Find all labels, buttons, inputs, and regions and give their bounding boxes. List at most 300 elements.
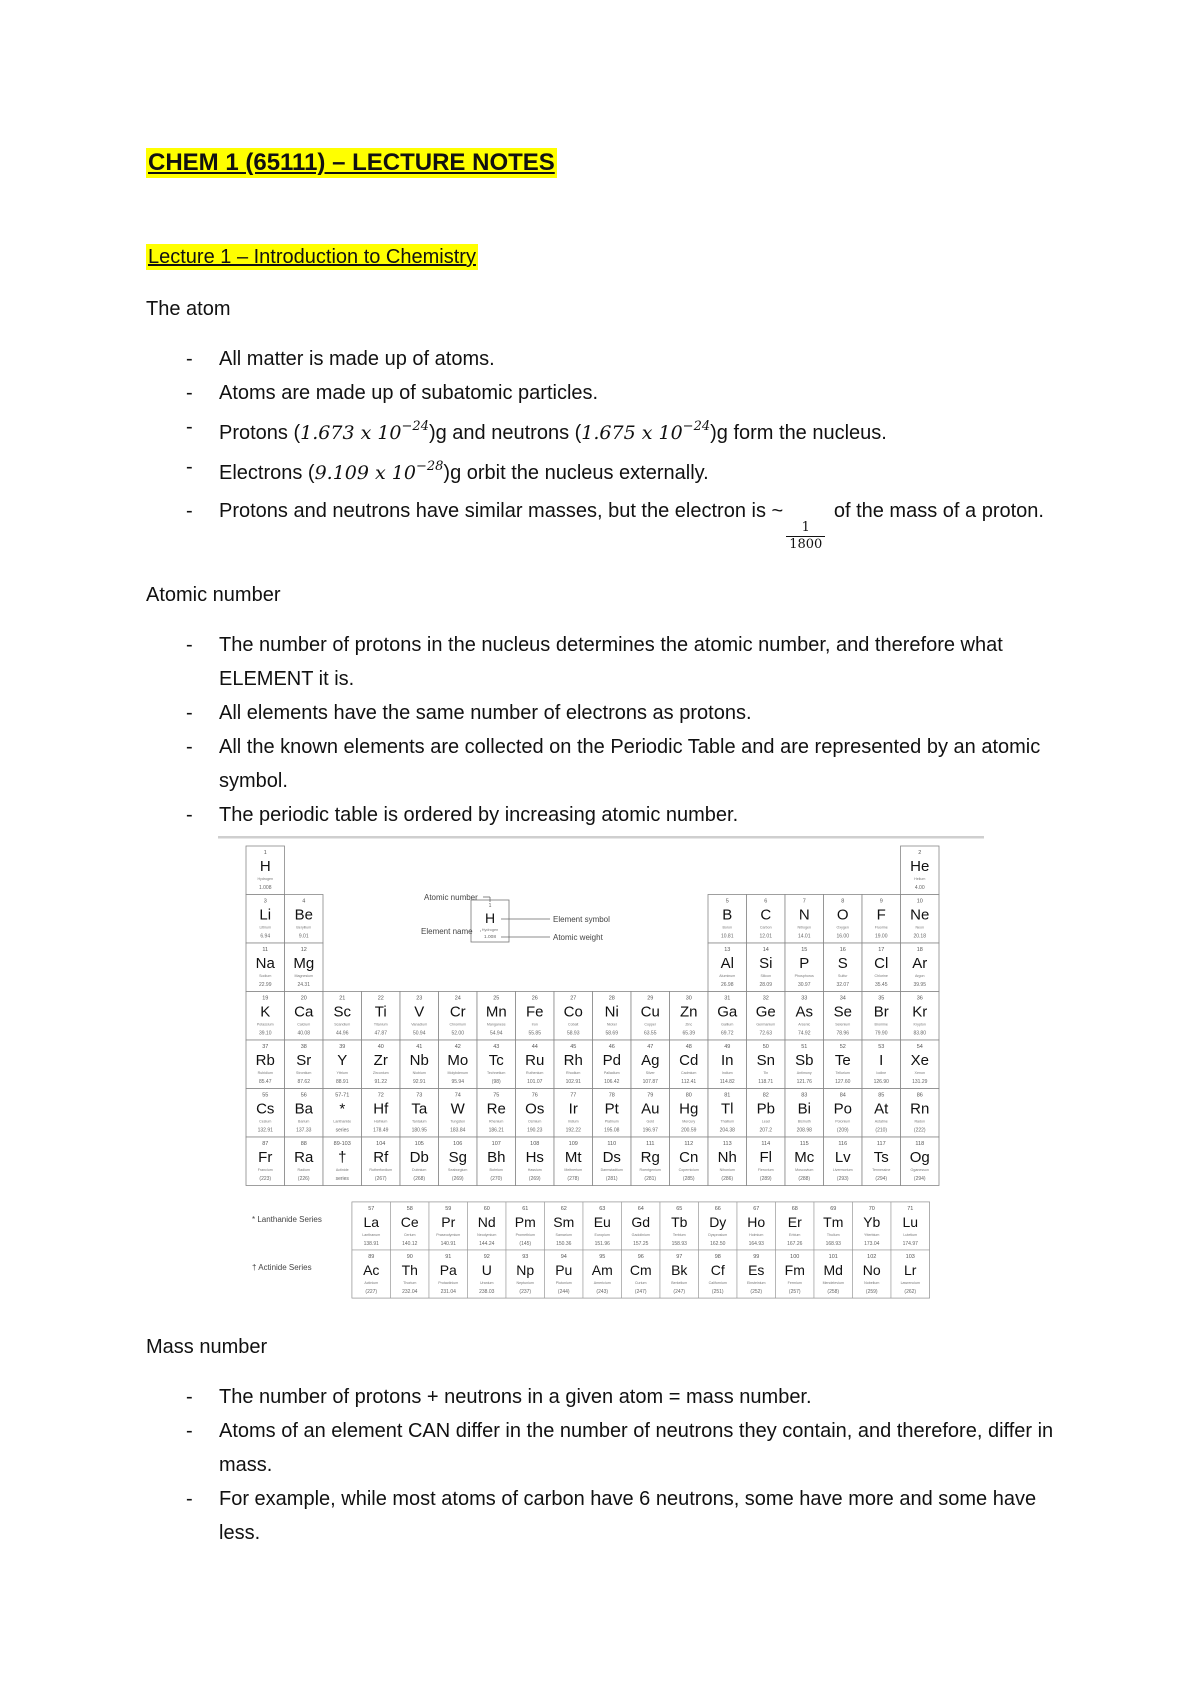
atomic-weight: (210): [875, 1127, 888, 1134]
element-cell: [660, 1202, 699, 1250]
element-symbol: Rf: [373, 1149, 389, 1166]
element-name: Iodine: [876, 1071, 887, 1075]
atomic-weight: 207.2: [759, 1127, 773, 1134]
mass-number-bullet-list: [146, 1380, 1066, 1550]
atomic-weight: (98): [491, 1079, 501, 1085]
element-name: Seaborgium: [448, 1168, 468, 1172]
element-cell: [670, 992, 709, 1041]
element-symbol: Rg: [640, 1149, 660, 1166]
element-symbol: †: [338, 1149, 347, 1166]
atomic-number: 27: [570, 995, 577, 1002]
element-cell: [285, 1137, 324, 1186]
atomic-number: 15: [801, 947, 808, 953]
element-name: Actinide: [335, 1168, 349, 1172]
atomic-number: 68: [791, 1206, 798, 1212]
atomic-weight: 126.90: [873, 1079, 889, 1085]
atomic-number: 71: [907, 1206, 914, 1212]
atomic-number: 22: [377, 995, 384, 1002]
element-name: Arsenic: [798, 1022, 811, 1027]
element-symbol: Zr: [373, 1052, 388, 1069]
atomic-weight: 19.00: [874, 933, 888, 940]
atomic-weight: 151.96: [594, 1241, 610, 1247]
element-symbol: Ho: [747, 1214, 766, 1230]
atomic-number: 108: [530, 1141, 540, 1147]
list-item: [146, 494, 1066, 553]
atomic-weight: (269): [528, 1176, 541, 1182]
atomic-number: 66: [714, 1206, 721, 1212]
element-name: Sulfur: [838, 974, 848, 978]
bullet-text: The number of protons in the nucleus determines the atomic number, and therefore what ELEMENT it is.: [219, 634, 1003, 690]
element-cell: [785, 1137, 824, 1186]
element-symbol: Cn: [679, 1149, 699, 1166]
element-cell: [853, 1202, 892, 1250]
atomic-weight: 183.84: [450, 1127, 466, 1134]
element-name: Fluorine: [874, 925, 888, 930]
atomic-weight: 26.98: [720, 982, 734, 988]
element-symbol: Sr: [296, 1052, 312, 1069]
element-cell: [785, 1040, 824, 1089]
atomic-weight: (288): [798, 1176, 811, 1182]
element-symbol: Ar: [912, 955, 928, 972]
atomic-weight: (270): [490, 1176, 503, 1182]
element-cell: [862, 1137, 901, 1186]
element-symbol: Es: [748, 1262, 765, 1278]
atomic-weight: 231.04: [440, 1289, 456, 1295]
element-cell: [439, 1137, 478, 1186]
atomic-weight: 9.01: [298, 933, 309, 940]
element-symbol: Y: [337, 1052, 348, 1069]
element-cell: [439, 1089, 478, 1138]
element-cell: [391, 1250, 430, 1298]
element-name: Oganesson: [910, 1168, 929, 1172]
element-symbol: Te: [834, 1052, 851, 1069]
atomic-number: 16: [839, 947, 846, 953]
atomic-number: 78: [608, 1092, 615, 1099]
atomic-weight: 200.59: [681, 1127, 697, 1134]
atomic-weight: 173.04: [864, 1241, 880, 1247]
atomic-number: 73: [416, 1092, 423, 1099]
element-symbol: Db: [409, 1149, 429, 1166]
atomic-weight: 20.18: [913, 933, 927, 940]
element-name: Lanthanide: [333, 1119, 352, 1124]
element-name: Vanadium: [411, 1022, 428, 1027]
element-cell: [708, 1089, 747, 1138]
element-symbol: *: [339, 1100, 346, 1118]
element-symbol: I: [879, 1052, 884, 1069]
element-symbol: Am: [591, 1262, 613, 1278]
actinide-series-label: † Actinide Series: [252, 1263, 312, 1272]
element-symbol: Xe: [910, 1052, 929, 1069]
atomic-number: 25: [493, 995, 500, 1002]
element-symbol: Pt: [604, 1100, 619, 1118]
atomic-number: 109: [568, 1141, 578, 1147]
atomic-weight: 106.42: [604, 1079, 620, 1085]
element-name: Osmium: [528, 1119, 542, 1124]
element-symbol: Ds: [602, 1149, 621, 1166]
math-exponent: −28: [415, 459, 444, 474]
atomic-weight: (222): [913, 1127, 926, 1134]
element-name: Tantalum: [411, 1119, 427, 1124]
element-cell: [285, 992, 324, 1041]
element-name: Germanium: [756, 1022, 776, 1027]
bullet-text: The periodic table is ordered by increasing atomic number.: [219, 804, 739, 826]
element-symbol: Lv: [834, 1149, 851, 1166]
element-cell: [400, 1137, 439, 1186]
element-name: Californium: [708, 1281, 727, 1285]
atomic-weight: 72.63: [759, 1030, 773, 1037]
element-name: Nickel: [606, 1022, 617, 1027]
element-symbol: Si: [759, 955, 773, 972]
element-symbol: Mo: [447, 1052, 469, 1069]
atomic-number: 29: [647, 995, 654, 1002]
element-cell: [862, 992, 901, 1041]
atomic-weight: 158.93: [671, 1241, 687, 1247]
lecture-title: Lecture 1 – Introduction to Chemistry: [148, 246, 476, 268]
element-symbol: Hf: [373, 1100, 389, 1118]
atomic-number: 117: [876, 1141, 886, 1147]
element-name: Strontium: [296, 1071, 312, 1075]
atomic-weight: (262): [904, 1289, 917, 1295]
atomic-weight: 14.01: [797, 933, 811, 940]
element-name: Francium: [257, 1168, 273, 1172]
atomic-weight: 114.82: [719, 1079, 735, 1085]
bullet-text: All matter is made up of atoms.: [219, 348, 495, 370]
element-cell: [391, 1202, 430, 1250]
element-name: Cadmium: [681, 1071, 697, 1075]
element-name: Flerovium: [757, 1168, 774, 1172]
element-cell: [891, 1250, 930, 1298]
element-name: Lutetium: [903, 1233, 918, 1237]
element-cell: [285, 1089, 324, 1138]
element-symbol: Ir: [568, 1100, 578, 1118]
element-name: Platinum: [604, 1119, 619, 1124]
element-cell: [362, 1137, 401, 1186]
element-symbol: Mt: [564, 1149, 582, 1166]
element-name: Tungsten: [450, 1119, 466, 1124]
atomic-number: 42: [454, 1044, 461, 1050]
atomic-number: 35: [878, 995, 885, 1002]
element-cell: [516, 1089, 555, 1138]
atomic-number: 34: [839, 995, 846, 1002]
element-cell: [246, 1089, 285, 1138]
element-cell: [814, 1250, 853, 1298]
element-name: Iron: [531, 1022, 538, 1027]
atomic-weight: series: [335, 1127, 349, 1134]
element-cell: [477, 992, 516, 1041]
atomic-weight: 140.12: [402, 1241, 418, 1247]
element-symbol: Hs: [525, 1149, 544, 1166]
element-cell: [285, 895, 324, 944]
atomic-number: 52: [839, 1044, 846, 1050]
element-cell: [747, 943, 786, 992]
element-cell: [901, 992, 940, 1041]
element-symbol: Mc: [794, 1149, 815, 1166]
element-cell: [554, 992, 593, 1041]
section-heading-atom: The atom: [146, 298, 231, 320]
element-cell: [439, 992, 478, 1041]
element-symbol: Kr: [912, 1003, 928, 1021]
atomic-weight: (237): [519, 1289, 532, 1295]
element-cell: [785, 943, 824, 992]
element-name: Radon: [914, 1119, 926, 1124]
atomic-number: 111: [646, 1141, 655, 1147]
atomic-number: 70: [868, 1206, 875, 1212]
atomic-weight: 112.41: [681, 1079, 697, 1085]
element-symbol: Cf: [710, 1262, 725, 1278]
atomic-number: 106: [453, 1141, 463, 1147]
section-heading-atomic-number: Atomic number: [146, 584, 281, 606]
bullet-text: Atoms are made up of subatomic particles.: [219, 382, 599, 404]
atomic-weight: 63.55: [643, 1030, 657, 1037]
atomic-weight: (259): [865, 1289, 878, 1295]
atomic-weight: series: [335, 1176, 349, 1182]
atomic-weight: (269): [451, 1176, 464, 1182]
element-cell: [593, 1137, 632, 1186]
atomic-weight: (267): [374, 1176, 387, 1182]
element-cell: [747, 992, 786, 1041]
element-symbol: Rh: [563, 1052, 583, 1069]
math-exponent: −24: [682, 419, 711, 434]
atomic-number: 31: [724, 995, 731, 1002]
element-symbol: Co: [563, 1003, 583, 1021]
atomic-weight: 24.31: [297, 982, 311, 988]
element-name: Titanium: [373, 1022, 388, 1027]
element-cell: [506, 1250, 545, 1298]
element-name: Potassium: [256, 1022, 274, 1027]
element-name: Mercury: [682, 1119, 696, 1124]
element-name: Argon: [914, 974, 925, 978]
element-cell: [824, 992, 863, 1041]
atomic-weight: (289): [759, 1176, 772, 1182]
element-cell: [670, 1089, 709, 1138]
atomic-number: 51: [801, 1044, 808, 1050]
element-symbol: Ag: [641, 1052, 660, 1069]
bullet-text: All the known elements are collected on the Periodic Table and are represented by an atomic symbol.: [219, 736, 1041, 792]
element-symbol: Fe: [525, 1003, 544, 1021]
element-symbol: Ta: [411, 1100, 428, 1118]
element-name: Silver: [645, 1071, 655, 1075]
bullet-text: Atoms of an element CAN differ in the number of neutrons they contain, and therefore, differ in mass.: [219, 1420, 1054, 1476]
element-name: Polonium: [835, 1119, 851, 1124]
atomic-number: 98: [714, 1254, 721, 1260]
atomic-weight: (227): [365, 1289, 378, 1295]
element-cell: [246, 1040, 285, 1089]
atomic-weight: 54.94: [489, 1030, 503, 1037]
atomic-number: 84: [839, 1092, 846, 1099]
element-cell: [891, 1202, 930, 1250]
atomic-weight: 4.00: [914, 885, 925, 891]
element-symbol: Bh: [487, 1149, 506, 1166]
atomic-number: 63: [599, 1206, 606, 1212]
bullet-text: )g orbit the nucleus externally.: [443, 462, 709, 484]
element-name: Gadolinium: [631, 1233, 650, 1237]
atomic-weight: (247): [634, 1289, 647, 1295]
atomic-weight: 10.81: [720, 933, 734, 940]
atomic-weight: 102.91: [565, 1079, 581, 1085]
atomic-weight: (209): [836, 1127, 849, 1134]
element-symbol: Og: [909, 1149, 930, 1166]
element-cell: [862, 1040, 901, 1089]
atomic-weight: 85.47: [258, 1079, 272, 1085]
atomic-number: 85: [878, 1092, 885, 1099]
element-cell: [516, 1040, 555, 1089]
element-name: Protactinium: [438, 1281, 459, 1285]
element-name: Phosphorus: [794, 974, 814, 978]
atomic-weight: 208.98: [796, 1127, 812, 1134]
atomic-weight: 32.07: [836, 982, 850, 988]
element-name: Zirconium: [372, 1071, 389, 1075]
element-cell: [439, 1040, 478, 1089]
atomic-number: 18: [916, 947, 923, 953]
element-symbol: Np: [516, 1262, 535, 1278]
bullet-text: Protons and neutrons have similar masses, but the electron is ~: [219, 500, 784, 522]
atomic-number: 60: [483, 1206, 490, 1212]
element-symbol: Ra: [294, 1149, 314, 1166]
element-name: Beryllium: [296, 925, 312, 930]
element-symbol: Zn: [679, 1003, 698, 1021]
element-cell: [708, 1040, 747, 1089]
element-name: Lanthanum: [362, 1233, 381, 1237]
atomic-number: 46: [608, 1044, 615, 1050]
element-symbol: Po: [833, 1100, 852, 1118]
atomic-number: 105: [414, 1141, 424, 1147]
element-symbol: Sb: [795, 1052, 814, 1069]
atomic-number: 53: [878, 1044, 885, 1050]
atomic-number: 69: [830, 1206, 837, 1212]
element-symbol: Br: [873, 1003, 889, 1021]
element-cell: [901, 1089, 940, 1138]
atomic-weight: 55.85: [528, 1030, 542, 1037]
atomic-weight: 16.00: [836, 933, 850, 940]
list-item: [146, 410, 1066, 450]
element-name: Rhodium: [566, 1071, 581, 1075]
element-name: Lawrencium: [900, 1281, 920, 1285]
element-symbol: Cm: [629, 1262, 652, 1278]
element-cell: [862, 1089, 901, 1138]
element-symbol: Lr: [904, 1262, 917, 1278]
atomic-number: 50: [762, 1044, 769, 1050]
element-name: Radium: [297, 1168, 310, 1172]
element-name: Calcium: [297, 1022, 311, 1027]
atomic-number: 72: [377, 1092, 384, 1099]
element-symbol: Th: [401, 1262, 418, 1278]
section-heading-mass-number: Mass number: [146, 1336, 268, 1358]
list-item: [146, 1380, 1066, 1414]
element-name: Boron: [722, 925, 733, 930]
element-name: Darmstadtium: [600, 1168, 623, 1172]
atomic-weight: 12.01: [759, 933, 773, 940]
atomic-weight: 157.25: [633, 1241, 649, 1247]
element-cell: [246, 1137, 285, 1186]
element-symbol: W: [450, 1100, 465, 1118]
atomic-number: 20: [300, 995, 307, 1002]
element-name: Tennessine: [872, 1168, 891, 1172]
list-item: [146, 628, 1066, 696]
element-symbol: Ti: [374, 1003, 387, 1021]
atomic-weight: 6.94: [260, 933, 271, 940]
atomic-number: 101: [828, 1254, 838, 1260]
atomic-number: 82: [762, 1092, 769, 1099]
atomic-number: 54: [916, 1044, 923, 1050]
element-cell: [545, 1250, 584, 1298]
list-item: [146, 376, 1066, 410]
element-cell: [737, 1202, 776, 1250]
element-cell: [862, 895, 901, 944]
element-cell: [824, 1137, 863, 1186]
element-cell: [747, 1089, 786, 1138]
atomic-number: 41: [416, 1044, 423, 1050]
element-name: Copper: [644, 1022, 657, 1027]
atomic-weight: (293): [836, 1176, 849, 1182]
atomic-number: 92: [483, 1254, 490, 1260]
atomic-weight: 178.49: [373, 1127, 389, 1134]
atomic-number: 107: [491, 1141, 501, 1147]
element-symbol: C: [760, 906, 772, 924]
atomic-number: 40: [377, 1044, 384, 1050]
lanthanide-series-label: * Lanthanide Series: [252, 1215, 322, 1224]
element-name: Promethium: [515, 1233, 535, 1237]
atomic-weight: 238.03: [479, 1289, 495, 1295]
element-name: Gallium: [721, 1022, 734, 1027]
element-symbol: Sm: [553, 1214, 575, 1230]
atomic-weight: 39.95: [913, 982, 927, 988]
element-cell: [362, 1089, 401, 1138]
atomic-number: 21: [339, 995, 346, 1002]
atomic-number: 58: [406, 1206, 413, 1212]
list-item: [146, 1482, 1066, 1550]
atomic-number: 6: [764, 898, 768, 905]
element-cell: [814, 1202, 853, 1250]
element-symbol: Tb: [671, 1214, 688, 1230]
element-cell: [670, 1040, 709, 1089]
element-name: Zinc: [685, 1022, 693, 1027]
atomic-number: 43: [493, 1044, 500, 1050]
element-cell: [352, 1202, 391, 1250]
element-cell: [747, 1137, 786, 1186]
bullet-text: )g and neutrons (: [428, 422, 582, 444]
atomic-weight: (258): [827, 1289, 840, 1295]
bullet-text: )g form the nucleus.: [710, 422, 887, 444]
element-name: Palladium: [603, 1071, 620, 1075]
element-symbol: Tl: [721, 1100, 734, 1118]
element-symbol: Ga: [717, 1003, 738, 1021]
key-element-name: Hydrogen: [481, 928, 499, 932]
key-label-element-name: Element name: [421, 927, 473, 936]
element-name: Erbium: [789, 1233, 801, 1237]
atomic-weight: 58.69: [605, 1030, 619, 1037]
atomic-number: 57-71: [335, 1092, 350, 1099]
element-symbol: Se: [833, 1003, 852, 1021]
element-symbol: Ac: [363, 1262, 380, 1278]
element-name: Technetium: [487, 1071, 506, 1075]
element-name: Ytterbium: [864, 1233, 880, 1237]
element-cell: [901, 1137, 940, 1186]
atomic-number: 95: [599, 1254, 606, 1260]
element-cell: [352, 1250, 391, 1298]
element-name: Roentgenium: [639, 1168, 661, 1172]
element-symbol: Mn: [485, 1003, 507, 1021]
element-name: Hafnium: [374, 1119, 388, 1124]
element-name: Neon: [915, 925, 925, 930]
element-symbol: Md: [823, 1262, 843, 1278]
element-name: Krypton: [913, 1022, 926, 1027]
element-cell: [362, 992, 401, 1041]
atomic-weight: (294): [913, 1176, 926, 1182]
element-symbol: Pu: [555, 1262, 573, 1278]
atomic-number: 11: [262, 947, 269, 953]
atomic-number: 94: [560, 1254, 567, 1260]
atomic-number: 61: [522, 1206, 529, 1212]
